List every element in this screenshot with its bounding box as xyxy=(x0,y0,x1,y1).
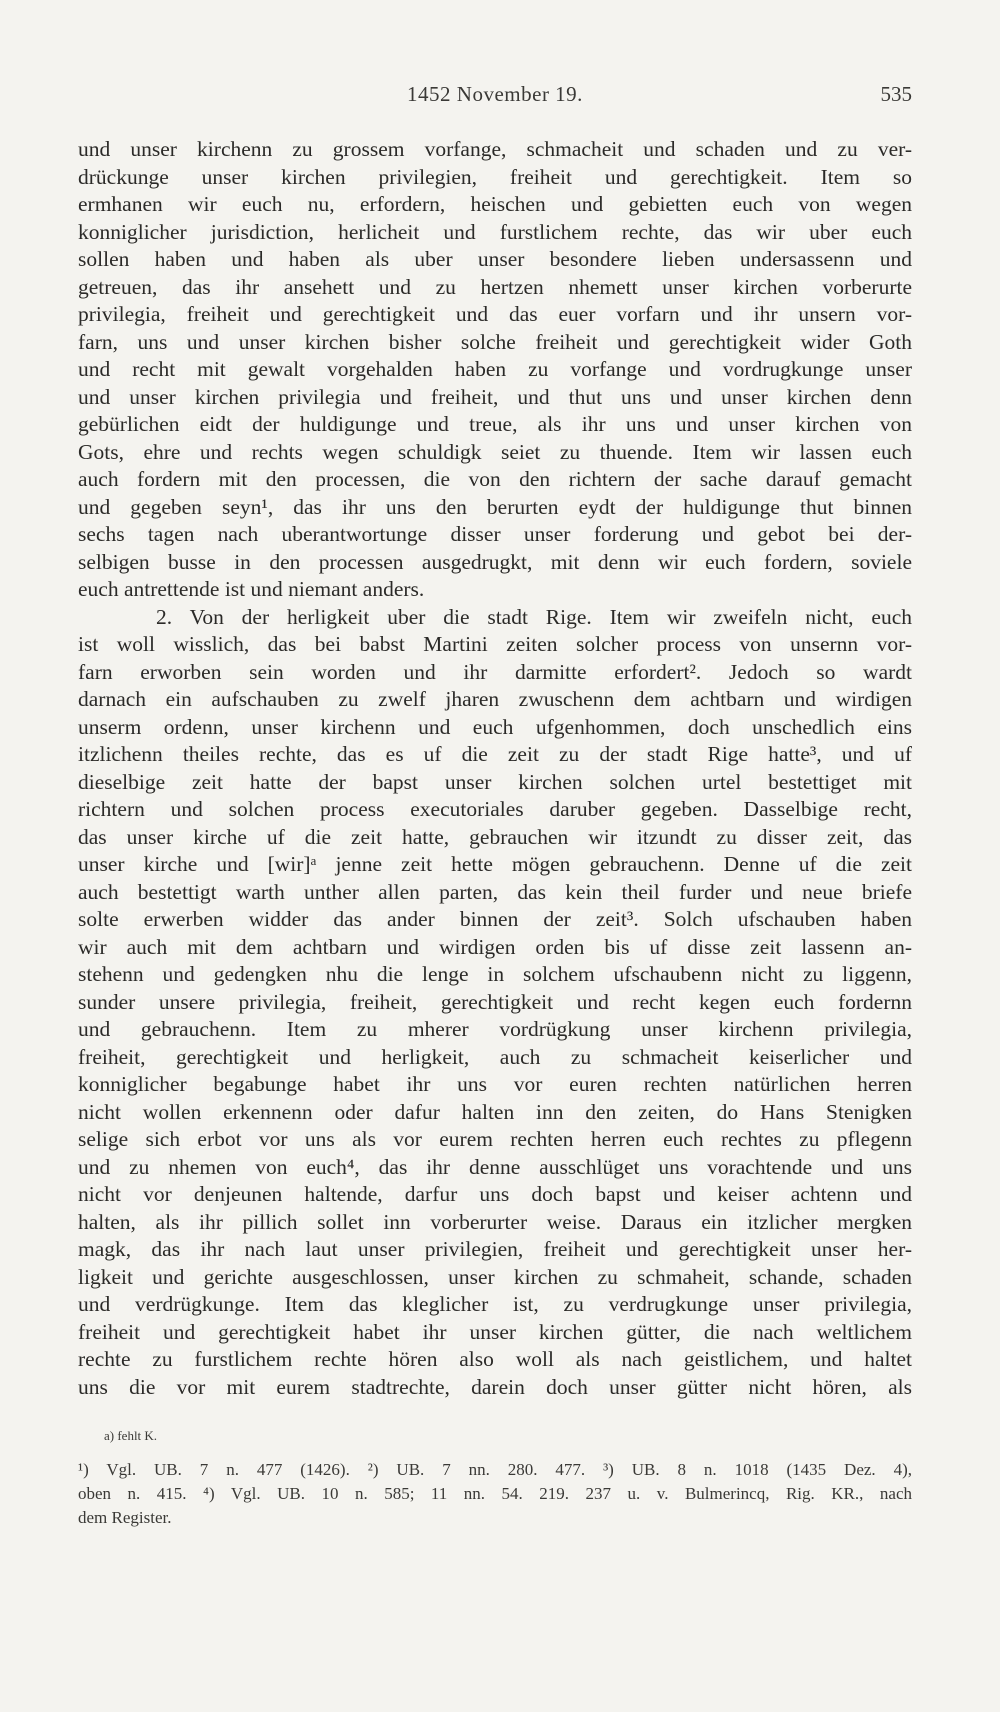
body-line: auch bestettigt warth unther allen parten, das kein theil furder und neue briefe xyxy=(78,879,912,904)
textual-note: a) fehlt K. xyxy=(104,1428,158,1443)
body-line: ist woll wisslich, das bei babst Martini zeiten solcher process von unsernn vor- xyxy=(78,632,912,656)
body-line: Gots, ehre und rechts wegen schuldigk seiet zu thuende. Item wir lassen euch xyxy=(78,439,912,464)
body-line: konniglicher begabunge habet ihr uns vor euren rechten natürlichen herren xyxy=(78,1072,912,1096)
body-line: das unser kirche uf die zeit hatte, gebrauchen wir itzundt zu disser zeit, das xyxy=(78,824,912,849)
body-line: ligkeit und gerichte ausgeschlossen, unser kirchen zu schmaheit, schande, schaden xyxy=(78,1264,912,1289)
body-line: und gegeben seyn¹, das ihr uns den berurten eydt der huldigunge thut binnen xyxy=(78,494,912,519)
body-line: privilegia, freiheit und gerechtigkeit und das euer vorfarn und ihr unsern vor- xyxy=(78,302,912,326)
body-line: itzlichenn theiles rechte, das es uf die zeit zu der stadt Rige hatte³, und uf xyxy=(78,742,912,766)
body-line: darnach ein aufschauben zu zwelf jharen zwuschenn dem achtbarn und wirdigen xyxy=(78,687,912,711)
body-line: uns die vor mit eurem stadtrechte, darein doch unser gütter nicht hören, als xyxy=(78,1374,912,1399)
body-line: nicht wollen erkennenn oder dafur halten inn den zeiten, do Hans Stenigken xyxy=(78,1099,912,1124)
body-line: unserm ordenn, unser kirchenn und euch ufgenhommen, doch unschedlich eins xyxy=(78,714,912,739)
body-line: nicht vor denjeunen haltende, darfur uns doch bapst und keiser achtenn und xyxy=(78,1182,912,1206)
body-line: freiheit, gerechtigkeit und herligkeit, auch zu schmacheit keiserlicher und xyxy=(78,1044,912,1069)
body-line: wir auch mit dem achtbarn und wirdigen orden bis uf disse zeit lassenn an- xyxy=(78,934,912,959)
body-line: 2. Von der herligkeit uber die stadt Rige. Item wir zweifeln nicht, euch xyxy=(156,604,912,629)
body-line: stehenn und gedengken nhu die lenge in solchem ufschaubenn nicht zu liggenn, xyxy=(78,962,912,986)
body-line: drückunge unser kirchen privilegien, freiheit und gerechtigkeit. Item so xyxy=(78,164,912,189)
body-line: rechte zu furstlichem rechte hören also woll als nach geistlichem, und haltet xyxy=(78,1347,912,1371)
body-line: und verdrügkunge. Item das kleglicher ist, zu verdrugkunge unser privilegia, xyxy=(78,1292,912,1316)
footnote-line: ¹) Vgl. UB. 7 n. 477 (1426). ²) UB. 7 nn. 280. 477. ³) UB. 8 n. 1018 (1435 Dez. 4), xyxy=(78,1460,912,1479)
body-line: richtern und solchen process executoriales daruber gegeben. Dasselbige recht, xyxy=(78,797,912,821)
page-number: 535 xyxy=(880,82,912,106)
body-line: farn, uns und unser kirchen bisher solche freiheit und gerechtigkeit wider Goth xyxy=(78,329,912,354)
body-line: und unser kirchenn zu grossem vorfange, schmacheit und schaden und zu ver- xyxy=(78,137,912,161)
body-line: und gebrauchenn. Item zu mherer vordrügkung unser kirchenn privilegia, xyxy=(78,1017,912,1041)
running-header xyxy=(78,82,912,112)
body-line: euch antrettende ist und niemant anders. xyxy=(78,577,425,601)
header-date: 1452 November 19. xyxy=(407,82,583,106)
body-line: getreuen, das ihr ansehett und zu hertzen nhemett unser kirchen vorberurte xyxy=(78,274,912,299)
body-line: selige sich erbot vor uns als vor eurem rechten herren euch rechtes zu pflegenn xyxy=(78,1127,912,1151)
body-line: solte erwerben widder das ander binnen der zeit³. Solch ufschauben haben xyxy=(78,907,912,931)
body-line: sunder unsere privilegia, freiheit, gerechtigkeit und recht kegen euch fordernn xyxy=(78,989,912,1014)
body-line: selbigen busse in den processen ausgedrugkt, mit denn wir euch fordern, soviele xyxy=(78,549,912,574)
body-line: konniglicher jurisdiction, herlicheit und furstlichem rechte, das wir uber euch xyxy=(78,219,912,244)
body-line: und recht mit gewalt vorgehalden haben zu vorfange und vordrugkunge unser xyxy=(78,357,912,381)
body-line: sollen haben und haben als uber unser besondere lieben undersassenn und xyxy=(78,247,912,271)
body-line: auch fordern mit den processen, die von den richtern der sache darauf gemacht xyxy=(78,467,912,491)
body-line: freiheit und gerechtigkeit habet ihr unser kirchen gütter, die nach weltlichem xyxy=(78,1319,912,1344)
body-line: und unser kirchen privilegia und freiheit, und thut uns und unser kirchen denn xyxy=(78,384,912,409)
body-line: dieselbige zeit hatte der bapst unser kirchen solchen urtel bestettiget mit xyxy=(78,769,912,794)
body-line: magk, das ihr nach laut unser privilegien, freiheit und gerechtigkeit unser her- xyxy=(78,1237,912,1261)
body-line: gebürlichen eidt der huldigunge und treue, als ihr uns und unser kirchen von xyxy=(78,412,912,436)
footnotes xyxy=(78,1458,912,1530)
body-line: ermhanen wir euch nu, erfordern, heischen und gebietten euch von wegen xyxy=(78,192,912,216)
body-line: farn erworben sein worden und ihr darmitte erfordert². Jedoch so wardt xyxy=(78,659,912,684)
body-line: halten, als ihr pillich sollet inn vorberurter weise. Daraus ein itzlicher mergken xyxy=(78,1209,912,1234)
body-line: unser kirche und [wir]ᵃ jenne zeit hette mögen gebrauchenn. Denne uf die zeit xyxy=(78,852,912,876)
footnote-line: oben n. 415. ⁴) Vgl. UB. 10 n. 585; 11 nn. 54. 219. 237 u. v. Bulmerincq, Rig. KR., nach xyxy=(78,1484,912,1503)
body-line: und zu nhemen von euch⁴, das ihr denne ausschlüget uns vorachtende und uns xyxy=(78,1154,912,1179)
body-text xyxy=(78,136,912,1401)
footnote-line: dem Register. xyxy=(78,1508,172,1527)
body-line: sechs tagen nach uberantwortunge disser unser forderung und gebot bei der- xyxy=(78,522,912,546)
